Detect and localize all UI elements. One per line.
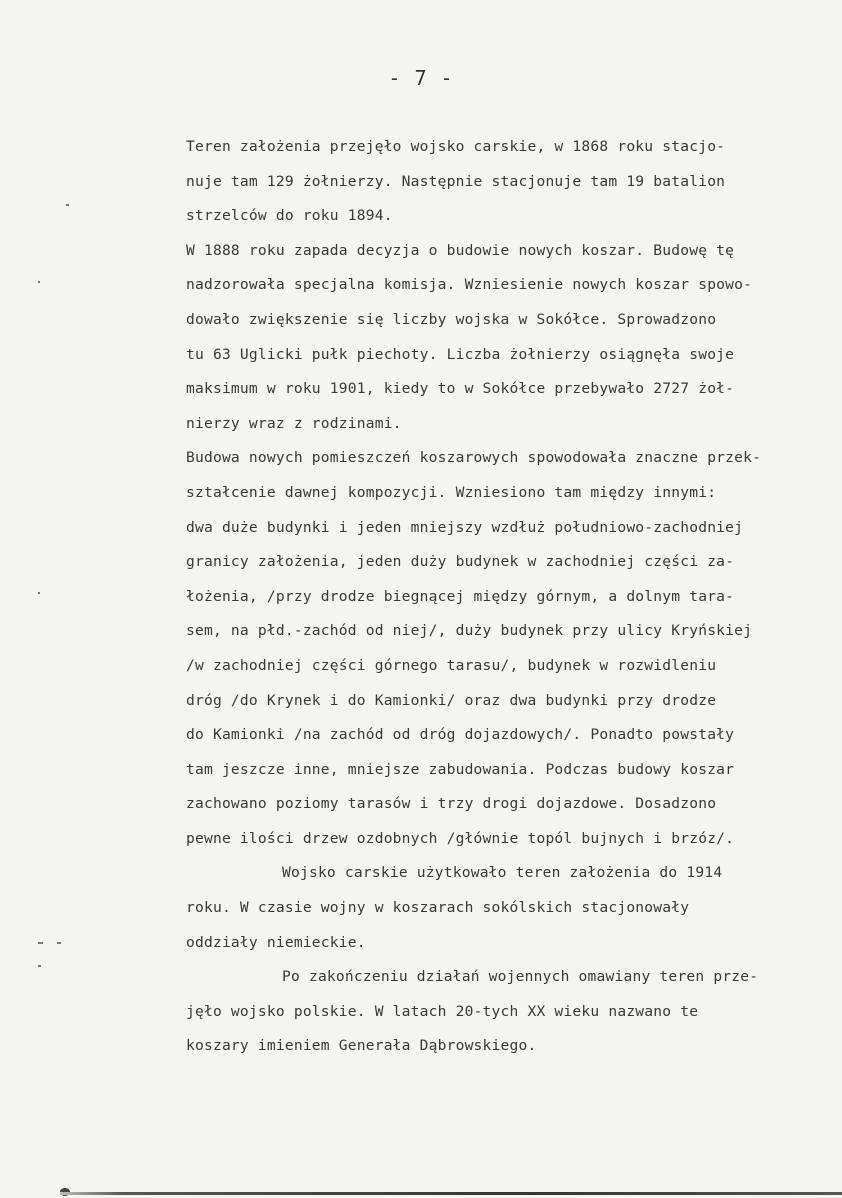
text-line: dróg /do Krynek i do Kamionki/ oraz dwa budynki przy drodze	[186, 691, 717, 709]
text-line: roku. W czasie wojny w koszarach sokólskich stacjonowały	[186, 899, 690, 917]
margin-mark	[38, 942, 43, 944]
text-line: nierzy wraz z rodzinami.	[186, 414, 402, 432]
text-line: pewne ilości drzew ozdobnych /głównie topól bujnych i brzóz/.	[186, 829, 735, 847]
text-line: Wojsko carskie użytkowało teren założenia do 1914	[282, 864, 723, 882]
text-line: łożenia, /przy drodze biegnącej między górnym, a dolnym tara-	[186, 587, 735, 605]
body-text	[186, 130, 826, 1064]
margin-mark	[38, 965, 41, 967]
margin-mark	[66, 204, 69, 206]
text-line: ształcenie dawnej kompozycji. Wzniesiono tam między innymi:	[186, 483, 717, 501]
text-line: Teren założenia przejęło wojsko carskie, w 1868 roku stacjo-	[186, 138, 726, 155]
text-line: W 1888 roku zapada decyzja o budowie nowych koszar. Budowę tę	[186, 241, 735, 259]
text-line: oddziały niemieckie.	[186, 933, 366, 951]
text-line: strzelców do roku 1894.	[186, 207, 393, 225]
text-line: Budowa nowych pomieszczeń koszarowych spowodowała znaczne przek-	[186, 449, 762, 467]
text-line: dowało zwiększenie się liczby wojska w Sokółce. Sprowadzono	[186, 310, 717, 328]
text-line: granicy założenia, jeden duży budynek w zachodniej części za-	[186, 553, 735, 571]
text-line: tam jeszcze inne, mniejsze zabudowania. Podczas budowy koszar	[186, 760, 735, 778]
text-line: tu 63 Uglicki pułk piechoty. Liczba żołnierzy osiągnęła swoje	[186, 345, 735, 363]
text-line: /w zachodniej części górnego tarasu/, budynek w rozwidleniu	[186, 656, 717, 674]
text-line: zachowano poziomy tarasów i trzy drogi dojazdowe. Dosadzono	[186, 795, 717, 813]
text-line: dwa duże budynki i jeden mniejszy wzdłuż południowo-zachodniej	[186, 518, 744, 536]
margin-mark	[38, 281, 40, 283]
text-line: koszary imieniem Generała Dąbrowskiego.	[186, 1037, 537, 1055]
margin-mark	[57, 942, 61, 944]
text-line: nuje tam 129 żołnierzy. Następnie stacjonuje tam 19 batalion	[186, 172, 726, 190]
text-line: do Kamionki /na zachód od dróg dojazdowych/. Ponadto powstały	[186, 726, 735, 744]
text-line: jęło wojsko polskie. W latach 20-tych XX wieku nazwano te	[186, 1002, 699, 1020]
page-number: - 7 -	[388, 66, 454, 90]
text-line: maksimum w roku 1901, kiedy to w Sokółce przebywało 2727 żoł-	[186, 380, 735, 398]
margin-mark	[38, 592, 40, 594]
scan-bottom-edge	[60, 1192, 842, 1195]
text-line: sem, na płd.-zachód od niej/, duży budynek przy ulicy Kryńskiej	[186, 622, 753, 640]
text-line: Po zakończeniu działań wojennych omawiany teren prze-	[282, 968, 759, 986]
text-line: nadzorowała specjalna komisja. Wzniesienie nowych koszar spowo-	[186, 276, 753, 294]
